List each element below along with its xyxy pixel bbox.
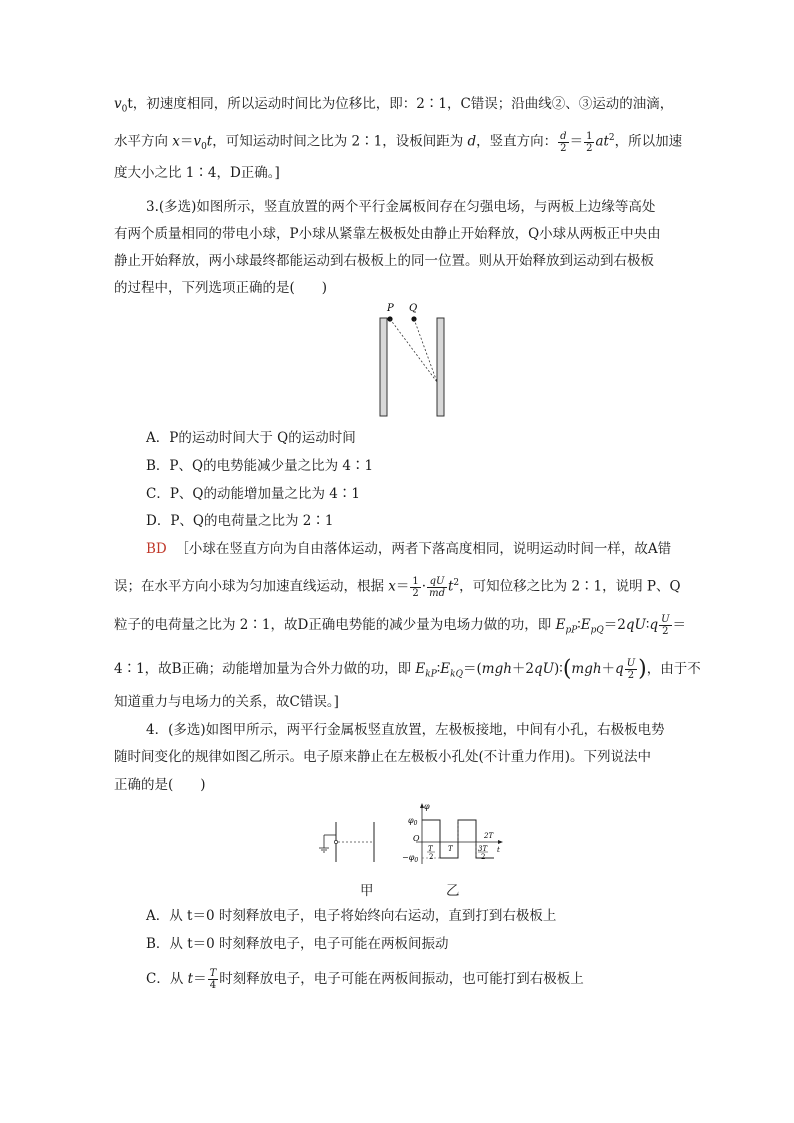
q3-stem-line-4: 的过程中，下列选项正确的是( ) bbox=[114, 280, 328, 296]
q3-option-c[interactable]: C．P、Q的动能增加量之比为 4∶1 bbox=[146, 486, 360, 502]
q3-option-d[interactable]: D．P、Q的电荷量之比为 2∶1 bbox=[146, 513, 334, 529]
origin-label: O bbox=[413, 834, 420, 843]
q3-option-a[interactable]: A．P的运动时间大于 Q的运动时间 bbox=[146, 430, 356, 446]
continuation-line-2: 水平方向 $x=v_0t$，可知运动时间之比为 2∶1，设板间距为 d，竖直方向： $\frac{d}{2}$ ＝ $\frac{1}{2}$ $at^2$，所以加速 bbox=[114, 130, 683, 154]
phi0-label: $\varphi_0$ bbox=[408, 816, 418, 827]
q3-stem-line-3: 静止开始释放，两小球最终都能运动到右极板上的同一位置。则从开始释放到运动到右极板 bbox=[114, 253, 654, 269]
path-q bbox=[414, 319, 437, 382]
label-p: P bbox=[387, 303, 394, 314]
q3-option-b[interactable]: B．P、Q的电势能减少量之比为 4∶1 bbox=[146, 458, 374, 474]
q3-answer-key: BD bbox=[146, 541, 167, 557]
q3-figure-plates bbox=[368, 300, 452, 420]
q4-stem-line-3: 正确的是( ) bbox=[114, 777, 206, 793]
fraction-u-over-2-b: $\frac{U}{2}$ bbox=[626, 658, 636, 681]
tick-3t-half-num: 3T bbox=[478, 845, 488, 853]
fraction-qu-over-md: $\frac{qU}{md}$ bbox=[429, 575, 445, 599]
continuation-line-1: $v_0t$，初速度相同，所以运动时间比为位移比，即：2∶1，C错误；沿曲线②、③运动的油滴， bbox=[114, 96, 674, 115]
hole-electron bbox=[334, 840, 337, 843]
q3-solution-line-3: 粒子的电荷量之比为 2∶1，故D正确电势能的减少量为电场力做的功，即 $E_{pP}∶E_{pQ}=2qU∶q$ $\frac{U}{2}$ ＝ bbox=[114, 614, 687, 637]
q3-stem-line-2: 有两个质量相同的带电小球，P小球从紧靠左极板处由静止开始释放，Q小球从两板正中央由 bbox=[114, 226, 661, 242]
fraction-t-over-4: $\frac{T}{4}$ bbox=[209, 968, 217, 991]
q4-stem-line-1: 4．(多选)如图甲所示，两平行金属板竖直放置，左极板接地，中间有小孔，右极板电势 bbox=[146, 722, 665, 738]
fraction-one-half: $\frac{1}{2}$ bbox=[586, 130, 593, 154]
figure-caption-yi: 乙 bbox=[446, 883, 460, 899]
q4-option-c[interactable]: C．从 t＝ $\frac{T}{4}$ 时刻释放电子，电子可能在两板间振动，也可能打到右极板上 bbox=[146, 968, 584, 991]
tick-t: T bbox=[448, 845, 453, 853]
q3-solution-line-1: BD ［小球在竖直方向为自由落体运动，两者下落高度相同，说明运动时间一样，故A错 bbox=[146, 541, 672, 557]
q4-stem-line-2: 随时间变化的规律如图乙所示。电子原来静止在左极板小孔处(不计重力作用)。下列说法中 bbox=[114, 749, 652, 765]
phi-label: φ bbox=[424, 802, 430, 811]
q4-figure-jia bbox=[318, 818, 384, 870]
tick-t-half-den: 2 bbox=[429, 853, 434, 861]
label-q: Q bbox=[409, 303, 418, 314]
tick-3t-half-den: 2 bbox=[481, 853, 486, 861]
t-axis-label: t bbox=[497, 846, 500, 854]
left-plate bbox=[380, 318, 387, 416]
q3-stem-line-1: 3.(多选)如图所示，竖直放置的两个平行金属板间存在匀强电场，与两板上边缘等高处 bbox=[146, 199, 656, 215]
right-plate bbox=[437, 318, 444, 416]
q3-solution-line-5: 知道重力与电场力的关系，故C错误。] bbox=[114, 694, 339, 710]
figure-caption-jia: 甲 bbox=[360, 883, 374, 899]
q4-option-b[interactable]: B．从 t＝0 时刻释放电子，电子可能在两板间振动 bbox=[146, 936, 449, 952]
t-axis-arrow bbox=[498, 840, 503, 844]
path-p bbox=[390, 319, 437, 382]
q3-solution-line-2: 误；在水平方向小球为匀加速直线运动，根据 x＝ $\frac{1}{2}$ · $\frac{qU}{md}$ $t^2$，可知位移之比为 2∶1，说明 P、Q bbox=[114, 575, 681, 599]
tick-2t: 2T bbox=[484, 832, 494, 840]
q4-figure-yi-graph bbox=[396, 800, 508, 868]
fraction-u-over-2: $\frac{U}{2}$ bbox=[661, 614, 670, 637]
fraction-d-over-2: $\frac{d}{2}$ bbox=[560, 130, 567, 154]
tick-t-half-num: T bbox=[428, 845, 433, 853]
fraction-one-half-2: $\frac{1}{2}$ bbox=[412, 575, 419, 599]
continuation-line-3: 度大小之比 1∶4，D正确。] bbox=[114, 165, 280, 181]
q3-solution-line-4: 4∶1，故B正确；动能增加量为合外力做的功，即 $E_{kP}∶E_{kQ}=(mgh+2qU)∶(mgh+q$ $\frac{U}{2}$ )，由于不 bbox=[114, 656, 701, 682]
neg-phi0-label: $-\varphi_0$ bbox=[402, 853, 419, 864]
q4-option-a[interactable]: A．从 t＝0 时刻释放电子，电子将始终向右运动，直到打到右极板上 bbox=[146, 908, 557, 924]
